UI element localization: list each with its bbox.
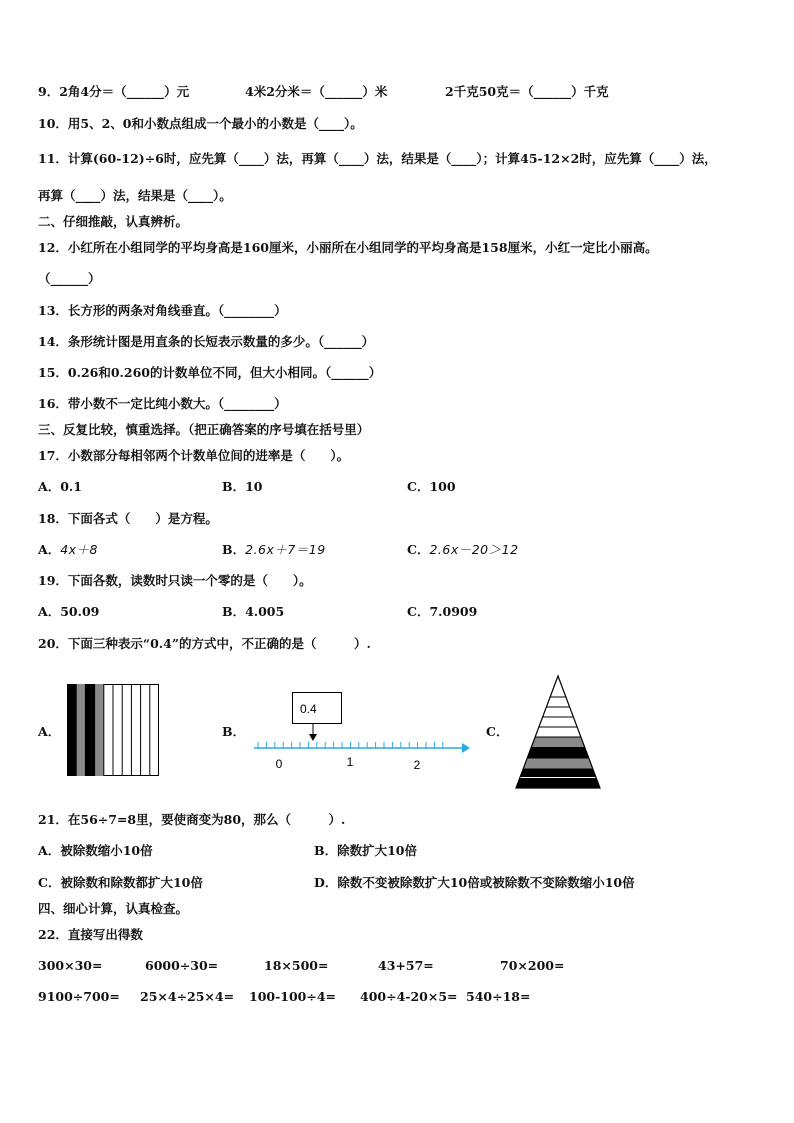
q16-text: 16．带小数不一定比纯小数大。（________） — [38, 396, 287, 411]
tick-label-0: 0 — [275, 757, 283, 771]
q20-option-a-grid-figure — [67, 684, 159, 776]
q9-part-a: 9．2角4分＝（______）元 — [38, 84, 190, 99]
tick-label-2: 2 — [413, 758, 421, 772]
q22-row2-item2: 25×4÷25×4= — [140, 989, 235, 1004]
q19-option-a: A．50.09 — [38, 604, 100, 619]
section-2-heading: 二、仔细推敲，认真辨析。 — [38, 214, 189, 229]
q22-row1-item5: 70×200= — [500, 958, 565, 973]
section-4-heading: 四、细心计算，认真检查。 — [38, 901, 189, 916]
number-line-ticks — [258, 742, 443, 748]
q17-option-b: B．10 — [222, 479, 263, 494]
q18-option-c-expr: 2.6x－20＞12 — [429, 542, 519, 557]
q22-row2-item1: 9100÷700= — [38, 989, 120, 1004]
q18-option-a — [38, 542, 98, 558]
q18-option-b — [222, 542, 326, 558]
q10-text: 10．用5、2、0和小数点组成一个最小的小数是（____）。 — [38, 116, 363, 131]
q21-stem: 21．在56÷7=8里，要使商变为80，那么（ ）. — [38, 812, 346, 827]
q18-option-b-label: B． — [222, 542, 246, 557]
q20-option-b-label: B． — [222, 724, 246, 739]
q18-option-b-expr: 2.6x＋7＝19 — [245, 542, 326, 557]
q20-option-c-label: C． — [486, 724, 509, 739]
arrow-down-icon — [309, 734, 317, 741]
q18-option-a-expr: 4x＋8 — [60, 542, 99, 557]
q21-option-b: B．除数扩大10倍 — [314, 843, 417, 858]
q22-row2-item3: 100-100÷4= — [249, 989, 337, 1004]
q11-line2: 再算（____）法，结果是（____）。 — [38, 188, 232, 203]
q11-line1: 11．计算(60-12)÷6时，应先算（____）法，再算（____）法，结果是（____）；计算45-12×2时，应先算（____）法， — [38, 151, 717, 166]
q15-text: 15．0.26和0.260的计数单位不同，但大小相同。（______） — [38, 365, 382, 380]
q18-option-c — [407, 542, 519, 558]
q19-option-b: B．4.005 — [222, 604, 285, 619]
arrow-right-icon — [462, 743, 470, 753]
q18-option-a-label: A． — [38, 542, 61, 557]
section-3-heading: 三、反复比较，慎重选择。（把正确答案的序号填在括号里） — [38, 422, 370, 437]
q14-text: 14．条形统计图是用直条的长短表示数量的多少。（______） — [38, 334, 375, 349]
q20-option-c-triangle-figure — [514, 674, 602, 790]
q22-row2-item4: 400÷4-20×5= — [360, 989, 458, 1004]
q19-stem: 19．下面各数，读数时只读一个零的是（ ）。 — [38, 573, 312, 588]
q12-line2: （______） — [38, 271, 101, 286]
q17-option-c: C．100 — [407, 479, 456, 494]
q21-option-a: A．被除数缩小10倍 — [38, 843, 153, 858]
q21-option-d: D．除数不变被除数扩大10倍或被除数不变除数缩小10倍 — [314, 875, 635, 890]
q22-row2-item5: 540÷18= — [466, 989, 531, 1004]
q9-part-b: 4米2分米＝（______）米 — [245, 84, 388, 99]
q22-stem: 22．直接写出得数 — [38, 927, 143, 942]
q22-row1-item3: 18×500= — [264, 958, 329, 973]
q12-line1: 12．小红所在小组同学的平均身高是160厘米，小丽所在小组同学的平均身高是158厘米，小红一定比小丽高。 — [38, 240, 658, 255]
q17-stem: 17．小数部分每相邻两个计数单位间的进率是（ ）。 — [38, 448, 350, 463]
q18-option-c-label: C． — [407, 542, 430, 557]
q19-option-c: C．7.0909 — [407, 604, 478, 619]
q20-option-a-label: A． — [38, 724, 61, 739]
q18-stem: 18．下面各式（ ）是方程。 — [38, 511, 218, 526]
q22-row1-item4: 43+57= — [378, 958, 434, 973]
q9-part-c: 2千克50克＝（______）千克 — [445, 84, 609, 99]
q20-option-b-box-value: 0.4 — [300, 702, 317, 716]
q17-option-a: A．0.1 — [38, 479, 82, 494]
q22-row1-item1: 300×30= — [38, 958, 103, 973]
q20-stem: 20．下面三种表示“0.4”的方式中，不正确的是（ ）. — [38, 636, 371, 651]
q20-option-b-number-line — [250, 688, 472, 772]
tick-label-1: 1 — [346, 755, 354, 769]
q21-option-c: C．被除数和除数都扩大10倍 — [38, 875, 203, 890]
q22-row1-item2: 6000÷30= — [145, 958, 219, 973]
q13-text: 13．长方形的两条对角线垂直。（________） — [38, 303, 287, 318]
